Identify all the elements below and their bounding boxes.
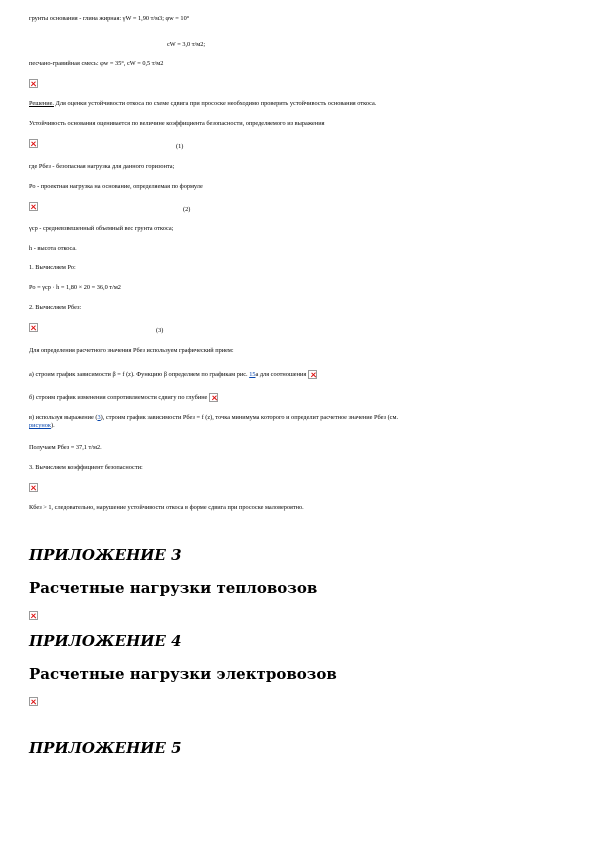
figure-link[interactable]: рисунок xyxy=(29,422,51,429)
conclusion-text: Кбез > 1, следовательно, нарушение устойчивости откоса в форме сдвига при прососке маловероятно. xyxy=(29,504,304,511)
solution-paragraph xyxy=(29,100,575,108)
soil-clay-params: грунты основания - глина жирная: γW = 1,90 т/м3; φw = 10° xyxy=(29,15,190,22)
stability-text: Устойчивость основания оценивается по величине коэффициента безопасности, определяемого из выражения xyxy=(29,120,325,127)
broken-image-icon xyxy=(29,139,38,148)
broken-image-icon xyxy=(29,202,38,211)
broken-image-icon xyxy=(29,79,38,88)
step-c-part1: в) используя выражение ( xyxy=(29,414,98,421)
appendix-5-heading: ПРИЛОЖЕНИЕ 5 xyxy=(29,739,182,757)
height-definition: h - высота откоса. xyxy=(29,245,77,252)
clay-cohesion: cW = 3,0 т/м2; xyxy=(167,41,206,48)
broken-image-icon xyxy=(209,393,218,402)
soil-gravel-params: песчано-гравийная смесь: φw = 35°, cW = 0,5 т/м2 xyxy=(29,60,164,67)
solution-label: Решение. xyxy=(29,100,54,107)
appendix-4-heading: ПРИЛОЖЕНИЕ 4 xyxy=(29,632,182,650)
equation-number-1: (1) xyxy=(176,143,184,150)
graphic-method-text: Для определения расчетного значения Рбез используем графический прием: xyxy=(29,347,234,354)
step-1-formula: Ро = γср · h = 1,80 × 20 = 36,0 т/м2 xyxy=(29,284,121,291)
equation-number-3: (3) xyxy=(156,327,164,334)
equation-number-2: (2) xyxy=(183,206,191,213)
step-a-part1: а) строим график зависимости β = f (z). Функцию β определяем по графикам рис. xyxy=(29,370,250,378)
design-load-definition: Ро - проектная нагрузка на основание, определяемая по формуле xyxy=(29,183,203,190)
appendix-4-title: Расчетные нагрузки электровозов xyxy=(29,665,337,683)
appendix-3-heading: ПРИЛОЖЕНИЕ 3 xyxy=(29,546,182,564)
unit-weight-definition: γср - средневзвешенный объемный вес грунта откоса; xyxy=(29,225,174,232)
broken-image-icon xyxy=(29,611,38,620)
step-c-part3: ). xyxy=(50,422,55,429)
equation-3-link[interactable]: 3 xyxy=(97,414,101,421)
step-1-heading: 1. Вычисляем Ро: xyxy=(29,264,76,271)
broken-image-icon xyxy=(29,323,38,332)
appendix-3-title: Расчетные нагрузки тепловозов xyxy=(29,579,318,597)
step-a-part2: а для соотношения xyxy=(255,370,307,378)
step-c-text xyxy=(29,414,575,430)
safe-load-definition: где Рбез - безопасная нагрузка для данного горизонта; xyxy=(29,163,175,170)
step-b-part1: б) строим график изменения сопротивляемости сдвигу по глубине xyxy=(29,393,208,401)
step-c-part2: ), строим график зависимости Рбез = f (z), точка минимума которого и определит расчетное значение Рбез (см. xyxy=(100,414,399,421)
broken-image-icon xyxy=(308,370,317,379)
step-b-text xyxy=(29,393,575,402)
figure-15-link[interactable]: 15 xyxy=(249,370,256,378)
broken-image-icon xyxy=(29,483,38,492)
step-2-heading: 2. Вычисляем Рбез: xyxy=(29,304,82,311)
broken-image-icon xyxy=(29,697,38,706)
step-3-heading: 3. Вычисляем коэффициент безопасности: xyxy=(29,464,143,471)
solution-text: Для оценки устойчивости откоса по схеме сдвига при прососке необходимо проверить устойчивость основания откоса. xyxy=(53,100,377,107)
step-a-text xyxy=(29,370,575,379)
result-text: Получаем Рбез = 37,1 т/м2. xyxy=(29,444,102,451)
